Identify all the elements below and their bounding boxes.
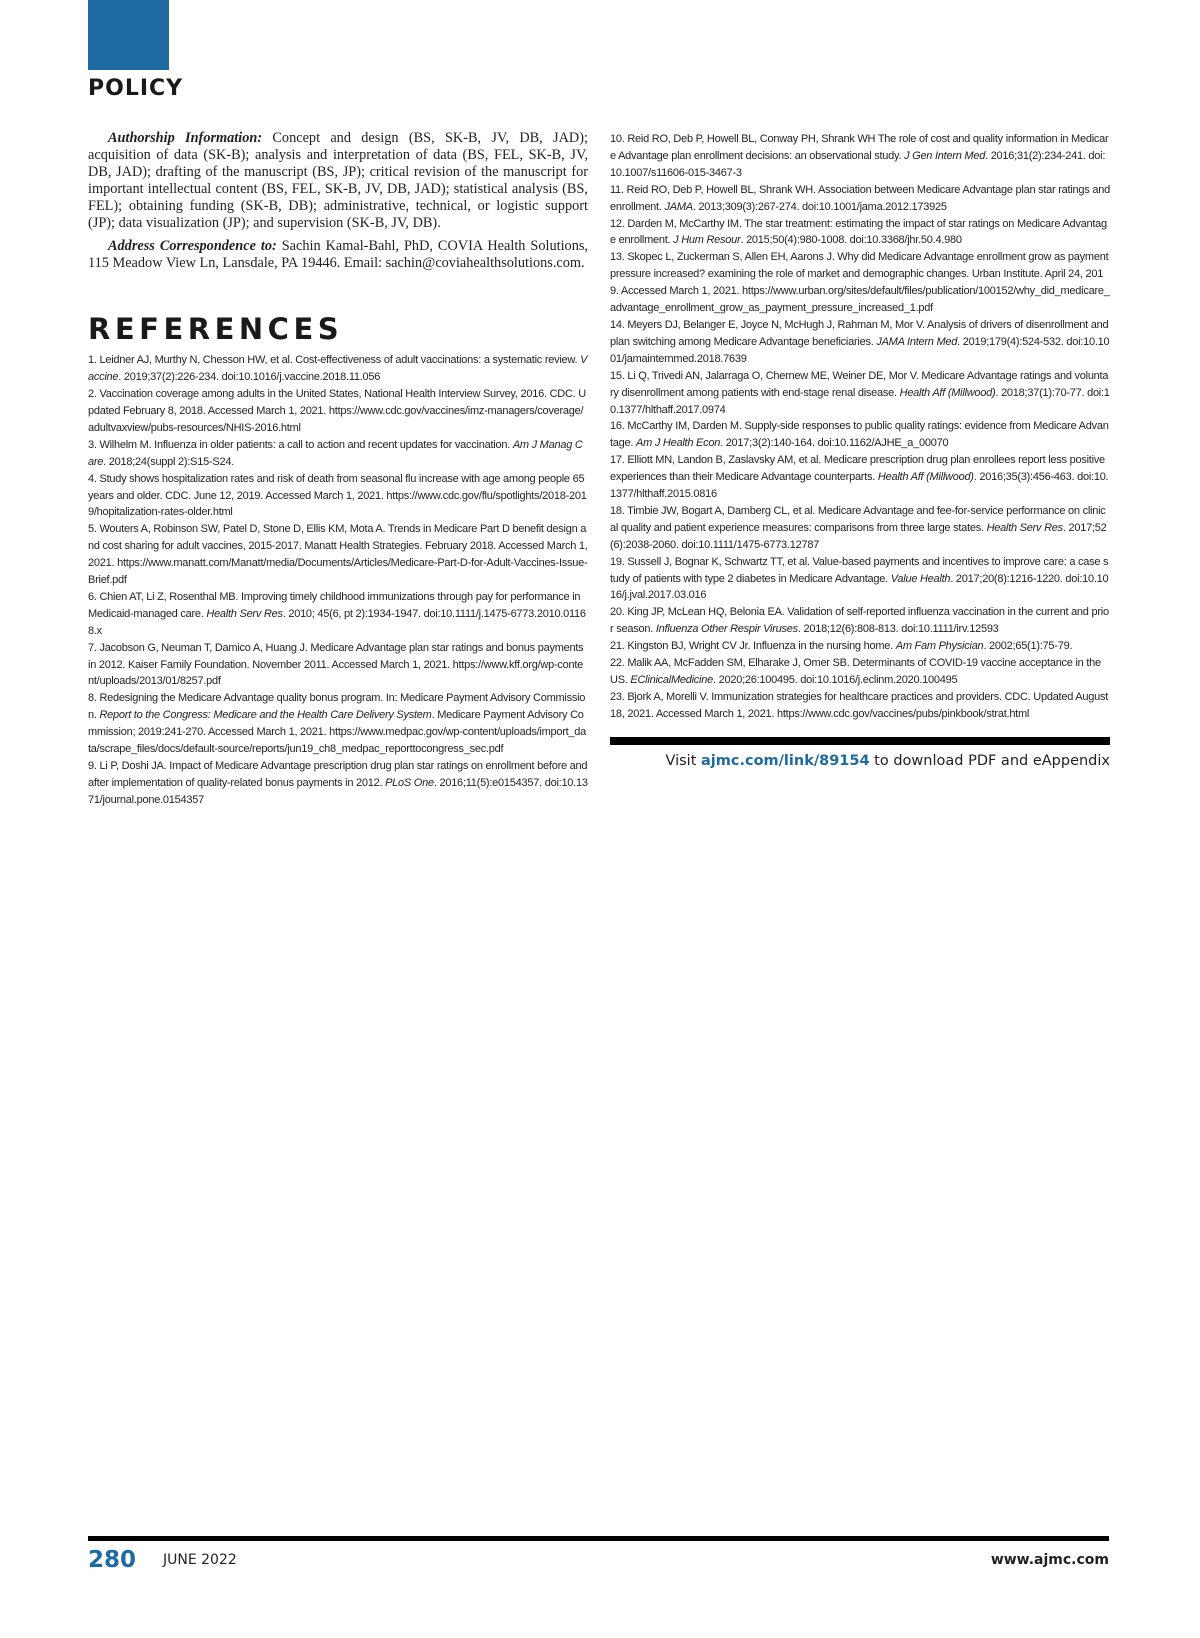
reference-post: . 2018;12(6):808-813. doi:10.1111/irv.12593 [797,623,999,636]
reference-pre: 17. Elliott MN, Landon B, Zaslavsky AM, et al. Medicare prescription drug plan enrollees report less positive experiences than their Medicare Advantage counterparts. [610,454,1105,484]
reference-post: . 2018;24(suppl 2):S15-S24. [103,455,234,468]
reference-item [88,690,588,758]
authorship-information [88,130,588,231]
reference-journal: Health Serv Res [206,607,283,620]
section-label: POLICY [88,76,184,101]
reference-pre: 5. Wouters A, Robinson SW, Patel D, Stone D, Ellis KM, Mota A. Trends in Medicare Part D benefit design and cost sharing for adult vaccines, 2015-2017. Manatt Health Strategies. February 2018. Accessed March 1, 2021. https://www.manatt.com/Manatt/media/Documents/Articles/Medicare-Part-D-for-Adult-Vaccines-Issue-Brief.pdf [88,523,588,587]
reference-pre: 4. Study shows hospitalization rates and risk of death from seasonal flu increase with age among people 65 years and older. CDC. June 12, 2019. Accessed March 1, 2021. https://www.cdc.gov/flu/spotlights/2018-2019/hopitalization-rates-older.html [88,472,587,519]
reference-item [610,638,1110,655]
reference-item [610,604,1110,638]
reference-journal: Vaccine [88,354,588,384]
reference-item [610,182,1110,216]
reference-journal: J Gen Intern Med [904,149,986,162]
reference-item [610,503,1110,554]
reference-pre: 16. McCarthy IM, Darden M. Supply-side responses to public quality ratings: evidence from Medicare Advantage. [610,420,1109,450]
reference-pre: 8. Redesigning the Medicare Advantage quality bonus program. In: Medicare Payment Advisory Commission. [88,692,586,722]
reference-pre: 9. Li P, Doshi JA. Impact of Medicare Advantage prescription drug plan star ratings on enrollment before and after implementation of quality-related bonus payments in 2012. [88,760,588,789]
reference-pre: 19. Sussell J, Bognar K, Schwartz TT, et al. Value-based payments and incentives to improve care: a case study of patients with type 2 diabetes in Medicare Advantage. [610,555,1109,585]
reference-pre: 12. Darden M, McCarthy IM. The star treatment: estimating the impact of star ratings on Medicare Advantage enrollment. [610,217,1107,247]
references-heading: REFERENCES [88,312,344,347]
section-color-tab [88,0,169,70]
reference-journal: J Hum Resour [673,234,741,247]
authorship-lead: Authorship Information: [108,130,263,146]
reference-item [88,352,588,386]
reference-item [610,317,1110,368]
reference-post: . 2016;31(2):234-241. doi: 10.1007/s11606-015-3467-3 [610,149,1106,179]
reference-journal: JAMA [664,200,693,213]
reference-post: . 2016;11(5):e0154357. doi:10.1371/journal.pone.0154357 [88,776,588,806]
reference-item [610,554,1110,605]
download-pre: Visit [665,752,701,769]
download-post: to download PDF and eAppendix [869,752,1110,769]
reference-post: . 2017;3(2):140-164. doi:10.1162/AJHE_a_00070 [720,437,949,450]
reference-journal: Health Aff (Millwood) [877,471,974,484]
reference-post: . 2019;179(4):524-532. doi:10.1001/jamainternmed.2018.7639 [610,335,1110,365]
reference-item [610,689,1110,723]
reference-pre: 13. Skopec L, Zuckerman S, Allen EH, Aarons J. Why did Medicare Advantage enrollment grow as payment pressure increased? examining the role of market and demographic changes. Urban Institute. April 24, 2019. Accessed March 1, 2021. https://www.urban.org/sites/default/files/publication/100152/why_did_medicare_advantage_enrollment_grow_as_payment_pressure_increased_1.pdf [610,251,1110,315]
authorship-text: Concept and design (BS, SK-B, JV, DB, JAD); acquisition of data (SK-B); analysis and interpretation of data (BS, FEL, SK-B, JV, DB, JAD); drafting of the manuscript (BS, JP); critical revision of the manuscript for important intellectual content (BS, FEL, SK-B, JV, DB, JAD); statistical analysis (BS, FEL); obtaining funding (SK-B, DB); administrative, technical, or logistic support (JP); data visualization (JP); and supervision (SK-B, JV, DB). [88,130,588,231]
reference-item [88,437,588,471]
reference-item [88,521,588,589]
reference-list-left [88,352,588,808]
reference-post: . 2019;37(2):226-234. doi:10.1016/j.vaccine.2018.11.056 [118,371,381,384]
reference-journal: JAMA Intern Med [876,335,958,348]
reference-journal: PLoS One [385,776,434,789]
reference-pre: 3. Wilhelm M. Influenza in older patients: a call to action and recent updates for vaccination. [88,438,513,451]
reference-post: . 2017;20(8):1216-1220. doi:10.1016/j.jval.2017.03.016 [610,572,1109,602]
footer-url[interactable]: www.ajmc.com [990,1552,1109,1568]
reference-item [610,368,1110,419]
reference-item [610,249,1110,317]
reference-post: . 2015;50(4):980-1008. doi:10.3368/jhr.50.4.980 [740,234,962,247]
issue-date: JUNE 2022 [163,1552,237,1568]
reference-item [610,452,1110,503]
reference-journal: Health Serv Res [986,521,1063,534]
reference-journal: EClinicalMedicine [630,674,713,686]
reference-pre: 11. Reid RO, Deb P, Howell BL, Shrank WH. Association between Medicare Advantage plan star ratings and enrollment. [610,183,1110,213]
reference-item [88,471,588,522]
reference-pre: 6. Chien AT, Li Z, Rosenthal MB. Improving timely childhood immunizations through pay for performance in Medicaid-managed care. [88,590,581,620]
reference-item [610,418,1110,452]
address-text: Sachin Kamal-Bahl, PhD, COVIA Health Solutions, 115 Meadow View Ln, Lansdale, PA 19446. Email: sachin@coviahealthsolutions.com. [88,238,588,272]
reference-pre: 15. Li Q, Trivedi AN, Jalarraga O, Chernew ME, Weiner DE, Mor V. Medicare Advantage ratings and voluntary disenrollment among patients with end-stage renal disease. [610,369,1109,399]
reference-pre: 18. Timbie JW, Bogart A, Damberg CL, et al. Medicare Advantage and fee-for-service performance on clinical quality and patient experience measures: comparisons from three large states. [610,504,1106,534]
reference-journal: Am Fam Physician [895,640,984,653]
reference-post: . 2016;35(3):456-463. doi:10.1377/hlthaff.2015.0816 [610,471,1109,501]
reference-pre: 2. Vaccination coverage among adults in the United States, National Health Interview Survey, 2016. CDC. Updated February 8, 2018. Accessed March 1, 2021. https://www.cdc.gov/vaccines/imz-managers/coverage/adultvaxview/pubs-resources/NHIS-2016.html [88,388,586,434]
footer-divider [88,1536,1109,1541]
reference-pre: 10. Reid RO, Deb P, Howell BL, Conway PH, Shrank WH The role of cost and quality information in Medicare Advantage plan enrollment decisions: an observational study. [610,133,1109,162]
reference-list-right [610,131,1110,723]
reference-post: . 2020;26:100495. doi:10.1016/j.eclinm.2020.100495 [712,674,958,686]
reference-item [610,216,1110,250]
download-link[interactable]: ajmc.com/link/89154 [701,752,870,769]
reference-pre: 22. Malik AA, McFadden SM, Elharake J, Omer SB. Determinants of COVID-19 vaccine acceptance in the US. [610,657,1101,686]
reference-pre: 23. Bjork A, Morelli V. Immunization strategies for healthcare practices and providers. CDC. Updated August 18, 2021. Accessed March 1, 2021. https://www.cdc.gov/vaccines/pubs/pinkbook/strat.html [610,690,1109,720]
reference-post: . 2018;37(1):70-77. doi:10.1377/hlthaff.2017.0974 [610,386,1110,416]
reference-item [88,758,588,809]
reference-post: . 2017;52(6):2038-2060. doi:10.1111/1475-6773.12787 [610,521,1107,551]
reference-post: . 2013;309(3):267-274. doi:10.1001/jama.2012.173925 [692,200,947,213]
page-number: 280 [88,1547,137,1573]
reference-journal: Value Health [890,572,951,585]
reference-post: . Medicare Payment Advisory Commission; 2019:241-270. Accessed March 1, 2021. https://www.medpac.gov/wp-content/uploads/import_data/scrape_files/docs/default-source/reports/jun19_ch8_medpac_reporttocongress_sec.pdf [88,709,587,756]
right-column [610,131,1110,769]
left-column [88,130,588,809]
reference-post: . 2002;65(1):75-79. [983,640,1073,653]
reference-pre: 1. Leidner AJ, Murthy N, Chesson HW, et al. Cost-effectiveness of adult vaccinations: a systematic review. [88,354,581,367]
reference-item [610,131,1110,182]
reference-post: . 2010; 45(6, pt 2):1934-1947. doi:10.1111/j.1475-6773.2010.01168.x [88,607,586,637]
reference-item [88,386,588,437]
reference-pre: 7. Jacobson G, Neuman T, Damico A, Huang J. Medicare Advantage plan star ratings and bonus payments in 2012. Kaiser Family Foundation. November 2011. Accessed March 1, 2021. https://www.kff.org/wp-content/uploads/2013/01/8257.pdf [88,641,584,688]
reference-pre: 14. Meyers DJ, Belanger E, Joyce N, McHugh J, Rahman M, Mor V. Analysis of drivers of disenrollment and plan switching among Medicare Advantage beneficiaries. [610,318,1109,348]
address-lead: Address Correspondence to: [108,238,277,255]
reference-journal: Health Aff (Millwood) [899,386,996,399]
reference-pre: 21. Kingston BJ, Wright CV Jr. Influenza in the nursing home. [610,640,896,653]
reference-journal: Report to the Congress: Medicare and the Health Care Delivery System [99,709,432,722]
reference-item [88,589,588,640]
download-divider [610,737,1110,745]
reference-pre: 20. King JP, McLean HQ, Belonia EA. Validation of self-reported influenza vaccination in the current and prior season. [610,606,1109,636]
reference-item [88,640,588,691]
reference-item [610,655,1110,689]
reference-journal: Am J Health Econ [636,437,721,450]
download-note [610,753,1110,769]
address-correspondence [88,238,588,272]
reference-journal: Influenza Other Respir Viruses [655,623,798,636]
reference-journal: Am J Manag Care [88,438,583,468]
